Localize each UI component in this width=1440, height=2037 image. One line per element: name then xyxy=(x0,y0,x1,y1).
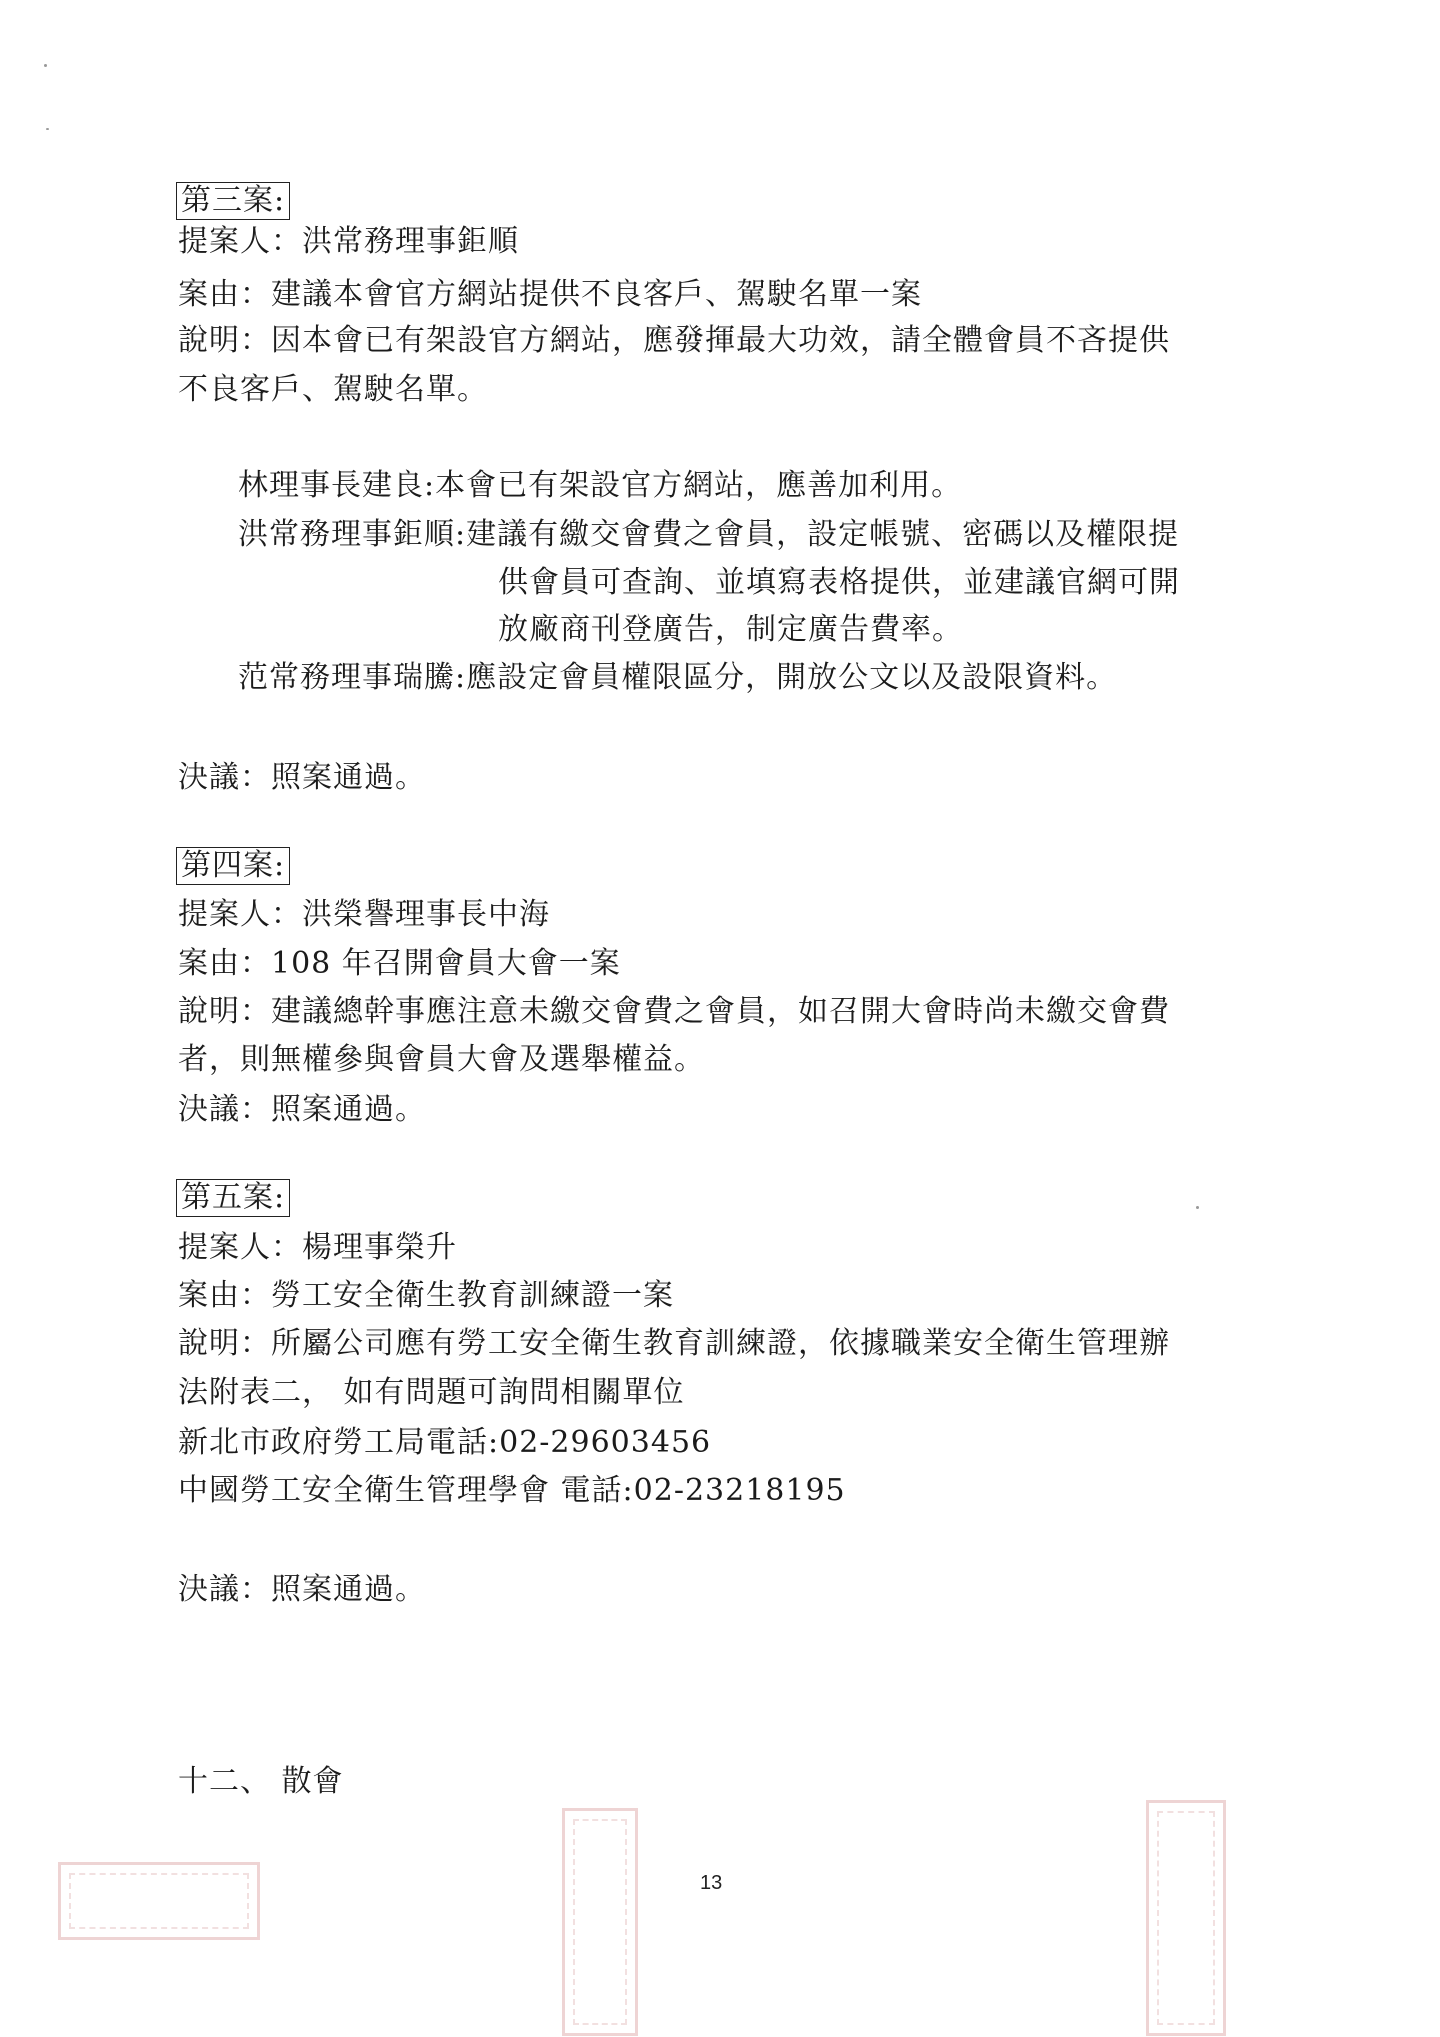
seal-stamp-right xyxy=(1146,1800,1226,2036)
closing-item: 十二、 散會 xyxy=(178,1764,344,1799)
discussion-item xyxy=(238,466,962,506)
case5-contact-2: 中國勞工安全衛生管理學會 電話:02-23218195 xyxy=(178,1473,846,1508)
seal-stamp-center xyxy=(562,1808,638,2036)
case3-explanation-line1: 說明：因本會已有架設官方網站，應發揮最大功效，請全體會員不吝提供 xyxy=(178,323,1170,358)
case5-explanation-line2: 法附表二， 如有問題可詢問相關單位 xyxy=(178,1375,685,1410)
case4-reason: 案由：108 年召開會員大會一案 xyxy=(178,946,621,981)
speaker-text: 應設定會員權限區分，開放公文以及設限資料。 xyxy=(466,660,1118,695)
case3-explanation-line2: 不良客戶、駕駛名單。 xyxy=(178,372,488,407)
case4-proposer: 提案人：洪榮譽理事長中海 xyxy=(178,897,550,932)
discussion-continuation: 放廠商刊登廣告，制定廣告費率。 xyxy=(498,612,963,647)
case4-explanation-line1: 說明：建議總幹事應注意未繳交會費之會員，如召開大會時尚未繳交會費 xyxy=(178,994,1170,1029)
case3-resolution: 決議：照案通過。 xyxy=(178,760,426,795)
discussion-continuation: 供會員可查詢、並填寫表格提供，並建議官網可開 xyxy=(498,565,1180,600)
case5-heading: 第五案: xyxy=(176,1178,290,1218)
speaker-label: 林理事長建良: xyxy=(238,468,436,503)
case4-heading: 第四案: xyxy=(176,846,290,886)
case5-resolution: 決議：照案通過。 xyxy=(178,1572,426,1607)
discussion-item xyxy=(238,658,1117,698)
case5-contact-1: 新北市政府勞工局電話:02-29603456 xyxy=(178,1425,712,1460)
case3-reason: 案由：建議本會官方網站提供不良客戶、駕駛名單一案 xyxy=(178,277,922,312)
speaker-text: 建議有繳交會費之會員，設定帳號、密碼以及權限提 xyxy=(466,517,1180,552)
scan-speck xyxy=(44,64,47,67)
case5-explanation-line1: 說明：所屬公司應有勞工安全衛生教育訓練證，依據職業安全衛生管理辦 xyxy=(178,1326,1170,1361)
case4-resolution: 決議：照案通過。 xyxy=(178,1092,426,1127)
seal-stamp-left xyxy=(58,1862,260,1940)
page-number: 13 xyxy=(700,1872,723,1894)
scan-speck xyxy=(1196,1206,1199,1209)
case3-heading: 第三案: xyxy=(176,181,290,221)
case4-explanation-line2: 者，則無權參與會員大會及選舉權益。 xyxy=(178,1042,705,1077)
scan-speck xyxy=(46,128,49,130)
speaker-label: 洪常務理事鉅順: xyxy=(238,517,467,552)
case3-proposer: 提案人：洪常務理事鉅順 xyxy=(178,224,519,259)
case5-reason: 案由：勞工安全衛生教育訓練證一案 xyxy=(178,1278,674,1313)
speaker-label: 范常務理事瑞騰: xyxy=(238,660,467,695)
speaker-text: 本會已有架設官方網站，應善加利用。 xyxy=(435,468,963,503)
discussion-item xyxy=(238,515,1179,555)
case5-proposer: 提案人：楊理事榮升 xyxy=(178,1230,457,1265)
